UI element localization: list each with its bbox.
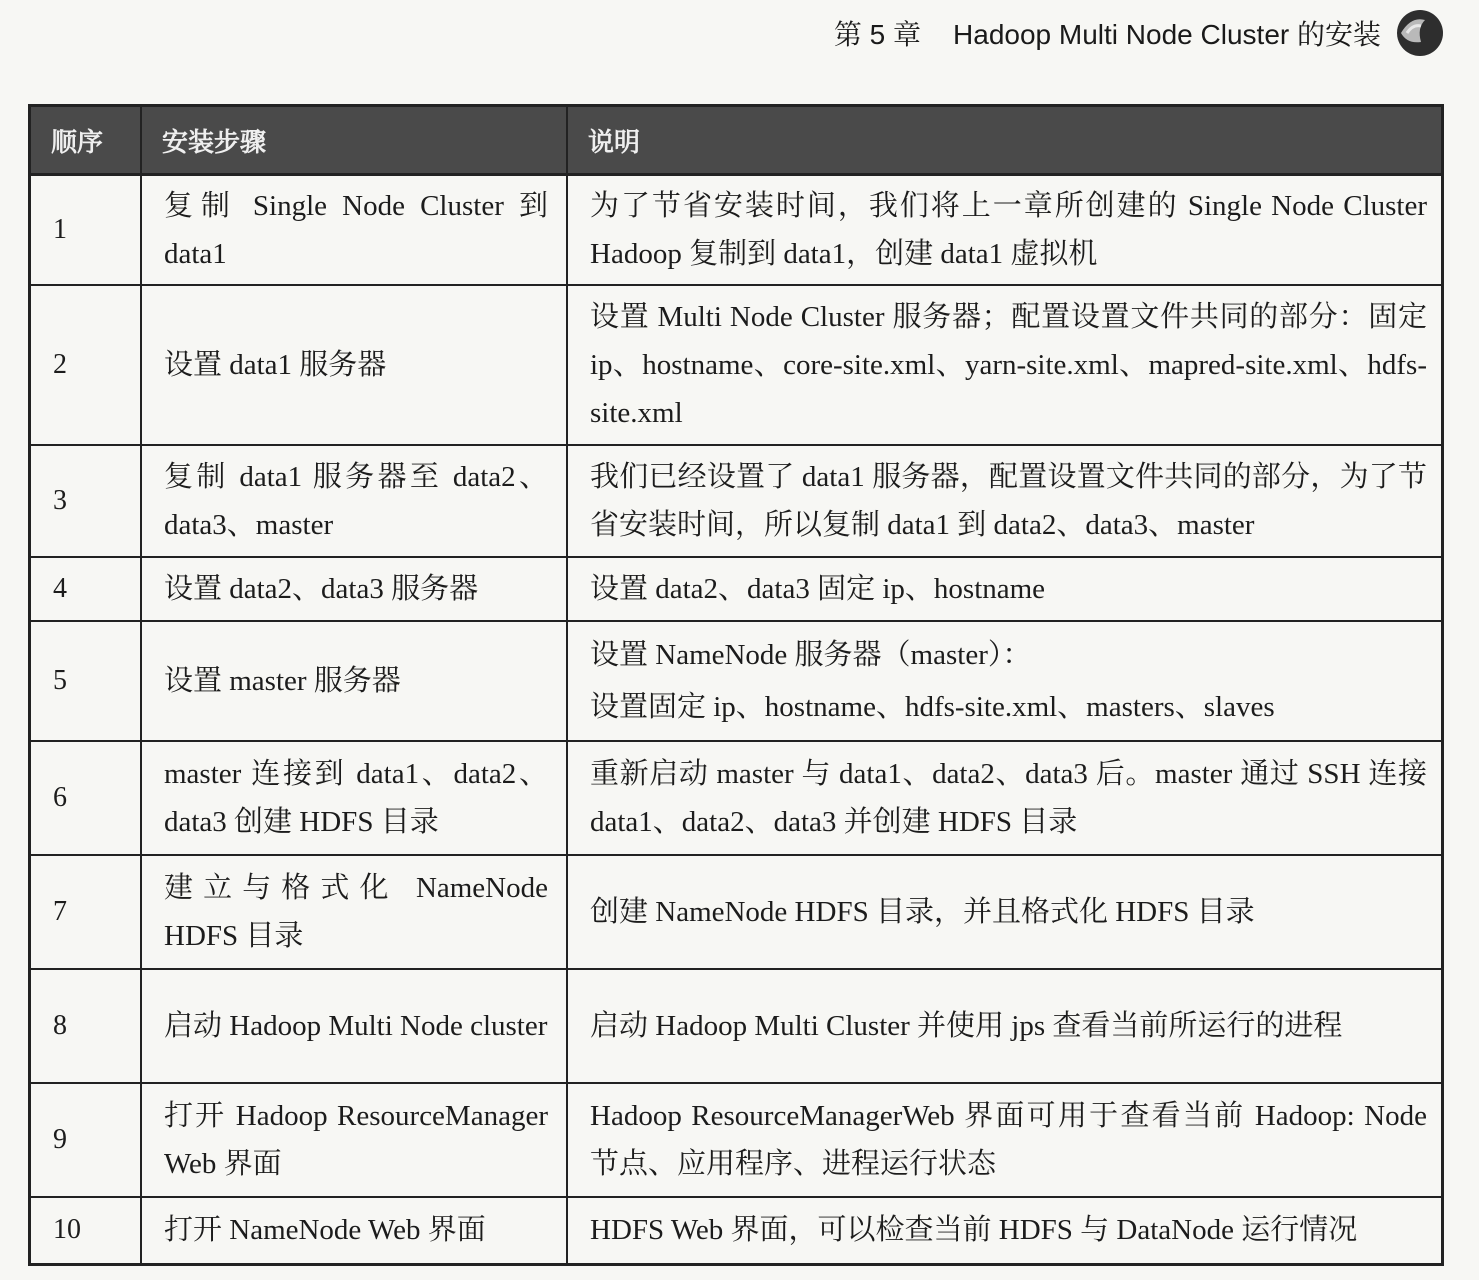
row-order: 10: [31, 1197, 141, 1263]
chapter-ornament-icon: [1395, 8, 1445, 58]
row-step: 打开 Hadoop ResourceManager Web 界面: [141, 1083, 567, 1197]
row-order: 9: [31, 1083, 141, 1197]
row-description: 我们已经设置了 data1 服务器，配置设置文件共同的部分，为了节省安装时间，所以复制 data1 到 data2、data3、master: [567, 445, 1441, 557]
row-description: 启动 Hadoop Multi Cluster 并使用 jps 查看当前所运行的进程: [567, 969, 1441, 1083]
row-description: 创建 NameNode HDFS 目录，并且格式化 HDFS 目录: [567, 855, 1441, 969]
install-steps-table: [28, 104, 1444, 1266]
row-order: 2: [31, 285, 141, 445]
row-step: 设置 data2、data3 服务器: [141, 557, 567, 621]
row-description: 设置 data2、data3 固定 ip、hostname: [567, 557, 1441, 621]
row-step: 复制 data1 服务器至 data2、data3、master: [141, 445, 567, 557]
row-description: HDFS Web 界面，可以检查当前 HDFS 与 DataNode 运行情况: [590, 1214, 1358, 1247]
row-description: [567, 621, 1441, 741]
table-row: [31, 175, 1441, 285]
row-order: 4: [31, 557, 141, 621]
row-order: 7: [31, 855, 141, 969]
row-order: 3: [31, 445, 141, 557]
table-row: [31, 855, 1441, 969]
table-row: [31, 445, 1441, 557]
row-description-line: 设置 NameNode 服务器（master）：: [590, 638, 1032, 671]
table-header-row: [31, 107, 1441, 175]
table-row: [31, 285, 1441, 445]
table-row: [31, 557, 1441, 621]
table-row: [31, 969, 1441, 1083]
row-step: 设置 master 服务器: [141, 621, 567, 741]
header-step: 安装步骤: [141, 107, 567, 175]
chapter-label: 第 5 章: [833, 19, 922, 50]
header-order: 顺序: [31, 107, 141, 175]
row-description-line: 设置固定 ip、hostname、hdfs-site.xml、masters、slaves: [590, 690, 1275, 723]
running-header: [834, 8, 1445, 58]
table-row: [31, 1083, 1441, 1197]
row-order: 5: [31, 621, 141, 741]
row-step: 复制 Single Node Cluster 到 data1: [141, 175, 567, 285]
row-step: 建立与格式化 NameNode HDFS 目录: [141, 855, 567, 969]
row-description: 重新启动 master 与 data1、data2、data3 后。master 通过 SSH 连接 data1、data2、data3 并创建 HDFS 目录: [567, 741, 1441, 855]
row-order: 6: [31, 741, 141, 855]
table-row: [31, 621, 1441, 741]
row-step: 启动 Hadoop Multi Node cluster: [141, 969, 567, 1083]
row-order: 8: [31, 969, 141, 1083]
row-description: 设置 Multi Node Cluster 服务器；配置设置文件共同的部分：固定 ip、hostname、core-site.xml、yarn-site.xml、mapred-site.xml、hdfs-site.xml: [567, 285, 1441, 445]
chapter-title: Hadoop Multi Node Cluster 的安装: [953, 19, 1381, 50]
table-row: [31, 1197, 1441, 1263]
row-description: 为了节省安装时间，我们将上一章所创建的 Single Node Cluster Hadoop 复制到 data1，创建 data1 虚拟机: [567, 175, 1441, 285]
row-step: 打开 NameNode Web 界面: [141, 1197, 567, 1263]
row-description: Hadoop ResourceManagerWeb 界面可用于查看当前 Hadoop: Node 节点、应用程序、进程运行状态: [567, 1083, 1441, 1197]
row-step: master 连接到 data1、data2、data3 创建 HDFS 目录: [141, 741, 567, 855]
table-row: [31, 741, 1441, 855]
row-step: 设置 data1 服务器: [141, 285, 567, 445]
row-order: 1: [31, 175, 141, 285]
header-description: 说明: [567, 107, 1441, 175]
